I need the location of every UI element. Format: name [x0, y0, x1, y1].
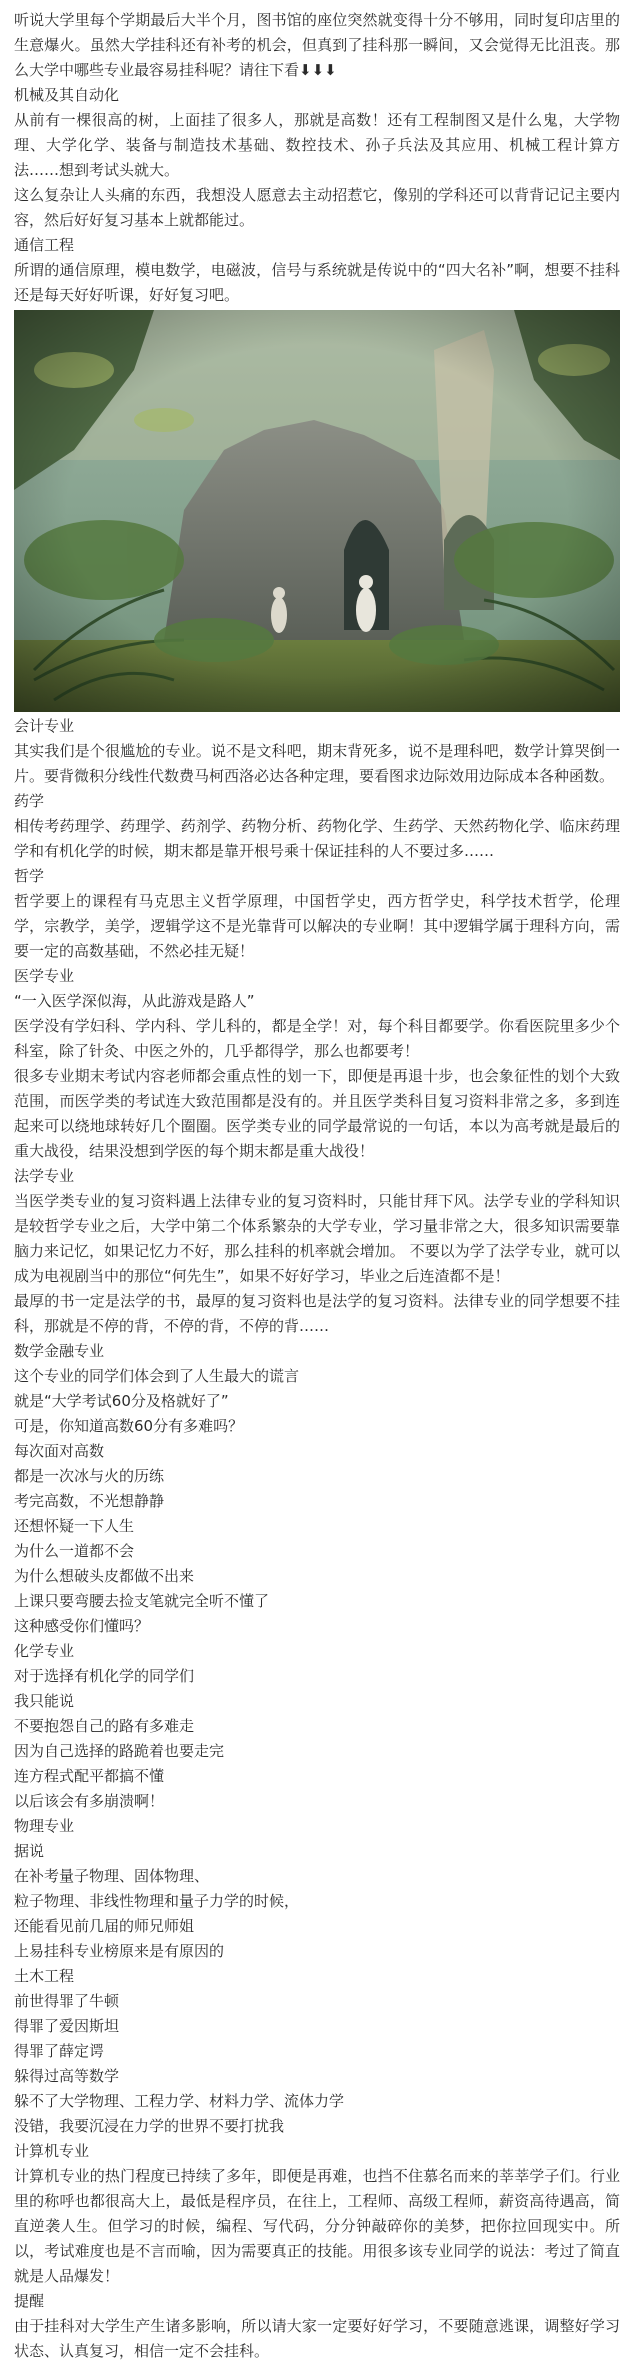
text-line: 以后该会有多崩溃啊！ [14, 1792, 165, 1810]
paragraph-law-2: 最厚的书一定是法学的书，最厚的复习资料也是法学的复习资料。法律专业的同学想要不挂科，那就是不停的背，不停的背，不停的背…… [14, 1292, 620, 1335]
paragraph-mechanical-1: 从前有一棵很高的树，上面挂了很多人，那就是高数！还有工程制图又是什么鬼，大学物理、大学化学、装备与制造技术基础、数控技术、孙子兵法及其应用、机械工程计算方法……想到考试头就大。 [14, 111, 620, 179]
text-line: 可是，你知道高数60分有多难吗？ [14, 1417, 244, 1435]
heading-civil-engineering: 土木工程 [14, 1967, 75, 1985]
paragraph-reminder: 由于挂科对大学生产生诸多影响，所以请大家一定要好好学习，不要随意逃课，调整好学习状态、认真复习，相信一定不会挂科。 [14, 2317, 620, 2360]
heading-math-finance: 数学金融专业 [14, 1342, 105, 1360]
paragraph-accounting: 其实我们是个很尴尬的专业。说不是文科吧，期末背死多，说不是理科吧，数学计算哭倒一片。要背微积分线性代数费马柯西洛必达各种定理，要看图求边际效用边际成本各种函数。 [14, 742, 620, 785]
text-line: 每次面对高数 [14, 1442, 105, 1460]
text-line: 考完高数，不光想静静 [14, 1492, 165, 1510]
text-line: 为什么想破头皮都做不出来 [14, 1567, 195, 1585]
paragraph-philosophy: 哲学要上的课程有马克思主义哲学原理，中国哲学史，西方哲学史，科学技术哲学，伦理学，宗教学，美学，逻辑学这不是光靠背可以解决的专业啊！其中逻辑学属于理科方向，需要一定的高数基础，不然必挂无疑！ [14, 892, 620, 960]
heading-medicine: 医学专业 [14, 967, 75, 985]
text-line: 躲得过高等数学 [14, 2067, 120, 2085]
text-line: 据说 [14, 1842, 45, 1860]
heading-computer-science: 计算机专业 [14, 2142, 90, 2160]
paragraph-medicine-2: 医学没有学妇科、学内科、学儿科的，都是全学！对，每个科目都要学。你看医院里多少个科室，除了针灸、中医之外的，几乎都得学，那么也都要考！ [14, 1017, 620, 1060]
text-line: 得罪了爱因斯坦 [14, 2017, 120, 2035]
text-line: 这种感受你们懂吗？ [14, 1617, 150, 1635]
text-line: 上易挂科专业榜原来是有原因的 [14, 1942, 225, 1960]
text-line: 都是一次冰与火的历练 [14, 1467, 165, 1485]
text-line: 我只能说 [14, 1692, 75, 1710]
heading-law: 法学专业 [14, 1167, 75, 1185]
paragraph-law-1: 当医学类专业的复习资料遇上法律专业的复习资料时，只能甘拜下风。法学专业的学科知识是较哲学专业之后，大学中第二个体系繁杂的大学专业，学习量非常之大，很多知识需要靠脑力来记忆，如果记忆力不好，那么挂科的机率就会增加。 不要以为学了法学专业，就可以成为电视剧当中的那位“何先生”，如果不好好学习，毕业之后连渣都不是！ [14, 1192, 620, 1285]
text-line: 得罪了薛定谔 [14, 2042, 105, 2060]
text-line: 粒子物理、非线性物理和量子力学的时候， [14, 1892, 300, 1910]
heading-chemistry: 化学专业 [14, 1642, 75, 1660]
text-line: 因为自己选择的路跪着也要走完 [14, 1742, 225, 1760]
heading-communication: 通信工程 [14, 236, 75, 254]
paragraph-medicine-3: 很多专业期末考试内容老师都会重点性的划一下，即便是再退十步，也会象征性的划个大致范围，而医学类的考试连大致范围都是没有的。并且医学类科目复习资料非常之多，多到连起来可以绕地球转好几个圈圈。医学类专业的同学最常说的一句话，本以为高考就是最后的重大战役，结果没想到学医的每个期末都是重大战役！ [14, 1067, 620, 1160]
text-line: 不要抱怨自己的路有多难走 [14, 1717, 195, 1735]
text-line: 就是“大学考试60分及格就好了” [14, 1392, 229, 1410]
paragraph-medicine-1: “一入医学深似海，从此游戏是路人” [14, 992, 255, 1010]
text-line: 对于选择有机化学的同学们 [14, 1667, 195, 1685]
text-line: 还能看见前几届的师兄师姐 [14, 1917, 195, 1935]
intro-paragraph: 听说大学里每个学期最后大半个月，图书馆的座位突然就变得十分不够用，同时复印店里的生意爆火。虽然大学挂科还有补考的机会，但真到了挂科那一瞬间，又会觉得无比沮丧。那么大学中哪些专业最容易挂科呢？请往下看⬇⬇⬇ [14, 11, 620, 79]
garden-photo [14, 310, 620, 712]
paragraph-pharmacy: 相传考药理学、药理学、药剂学、药物分析、药物化学、生药学、天然药物化学、临床药理学和有机化学的时候，期末都是靠开根号乘十保证挂科的人不要过多…… [14, 817, 620, 860]
text-line: 没错，我要沉浸在力学的世界不要打扰我 [14, 2117, 285, 2135]
text-line: 这个专业的同学们体会到了人生最大的谎言 [14, 1367, 300, 1385]
paragraph-communication: 所谓的通信原理，模电数学，电磁波，信号与系统就是传说中的“四大名补”啊，想要不挂科还是每天好好听课，好好复习吧。 [14, 261, 620, 304]
heading-mechanical: 机械及其自动化 [14, 86, 120, 104]
text-line: 连方程式配平都搞不懂 [14, 1767, 165, 1785]
paragraph-mechanical-2: 这么复杂让人头痛的东西，我想没人愿意去主动招惹它，像别的学科还可以背背记记主要内容，然后好好复习基本上就都能过。 [14, 186, 620, 229]
text-line: 前世得罪了牛顿 [14, 1992, 120, 2010]
heading-accounting: 会计专业 [14, 717, 75, 735]
paragraph-computer-science: 计算机专业的热门程度已持续了多年，即便是再难，也挡不住慕名而来的莘莘学子们。行业里的称呼也都很高大上，最低是程序员，在往上，工程师、高级工程师，薪资高待遇高，简直逆袭人生。但学习的时候，编程、写代码，分分钟敲碎你的美梦，把你拉回现实中。所以，考试难度也是不言而喻，因为需要真正的技能。用很多该专业同学的说法：考过了简直就是人品爆发！ [14, 2167, 620, 2285]
heading-philosophy: 哲学 [14, 867, 45, 885]
heading-physics: 物理专业 [14, 1817, 75, 1835]
heading-pharmacy: 药学 [14, 792, 45, 810]
text-line: 躲不了大学物理、工程力学、材料力学、流体力学 [14, 2092, 345, 2110]
text-line: 还想怀疑一下人生 [14, 1517, 135, 1535]
text-line: 为什么一道都不会 [14, 1542, 135, 1560]
heading-reminder: 提醒 [14, 2292, 45, 2310]
text-line: 上课只要弯腰去捡支笔就完全听不懂了 [14, 1592, 270, 1610]
short-lines [14, 1339, 620, 2139]
text-line: 在补考量子物理、固体物理、 [14, 1867, 210, 1885]
